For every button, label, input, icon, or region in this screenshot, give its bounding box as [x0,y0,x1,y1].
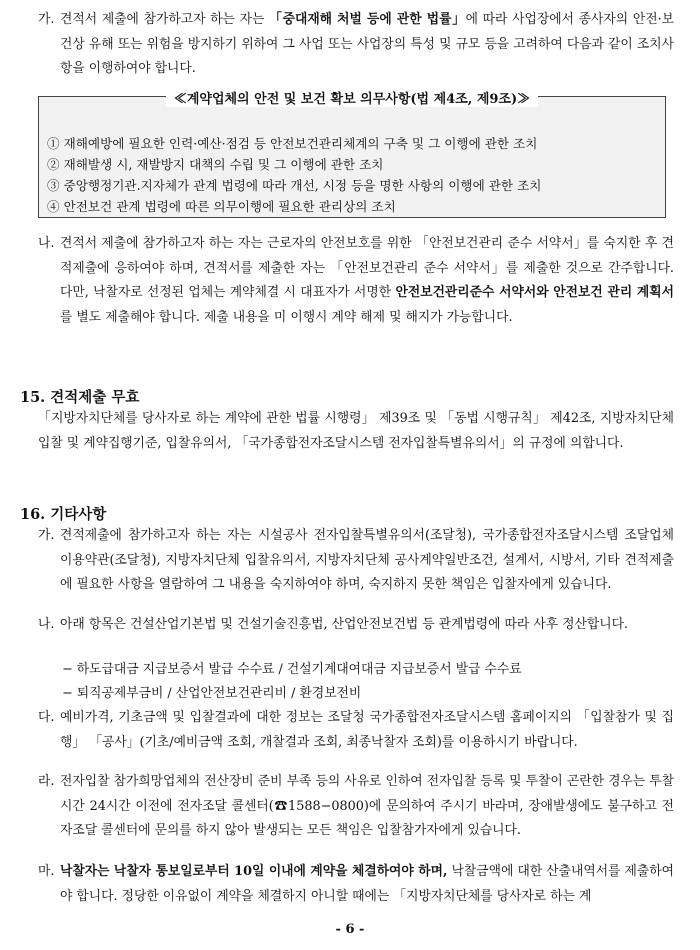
item-ga [38,8,674,82]
item-marker: 나. [38,236,55,251]
duty-box-title: ≪계약업체의 안전 및 보건 확보 의무사항(법 제4조, 제9조)≫ [39,88,665,107]
duty-box [38,92,666,218]
item-text: 견적서 제출에 참가하고자 하는 자는 「중대재해 처벌 등에 관한 법률」에 따라 사업장에서 종사자의 안전·보건상 유해 또는 위험을 방지하기 위하여 그 사업 또는 사업장의 특성 및 규모 등을 고려하여 다음과 같이 조치사항을 이행하여야 합니다. [60,12,675,76]
item-text: 아래 항목은 건설산업기본법 및 건설기술진흥법, 산업안전보건법 등 관계법령에 따라 사후 정산합니다. [60,617,629,632]
item-text: 낙찰자는 낙찰자 통보일로부터 10일 이내에 계약을 체결하여야 하며, 낙찰금액에 대한 산출내역서를 제출하여야 합니다. 정당한 이유없이 계약을 체결하지 아니할 때에는 「지방자치단체를 당사자로 하는 계 [60,864,675,904]
sub-item: − 하도급대금 지급보증서 발급 수수료 / 건설기계대여대금 지급보증서 발급 수수료 [62,662,522,677]
section-15-title: 15. 견적제출 무효 [20,389,140,406]
item-text: 전자입찰 참가희망업체의 전산장비 준비 부족 등의 사유로 인하여 전자입찰 등록 및 투찰이 곤란한 경우는 투찰시간 24시간 이전에 전자조달 콜센터(☎1588−0800)에 문의하여 주시기 바라며, 장애발생에도 불구하고 전자조달 콜센터에 문의를 하지 않아 발생되는 모든 책임은 입찰참가자에게 있습니다. [60,774,674,838]
section-15-text: 「지방자치단체를 당사자로 하는 계약에 관한 법률 시행령」 제39조 및 「동법 시행규칙」 제42조, 지방자치단체 입찰 및 계약집행기준, 입찰유의서, 「국가종합전자조달시스템 전자입찰특별유의서」의 규정에 의합니다. [38,411,674,451]
item-text: 예비가격, 기초금액 및 입찰결과에 대한 정보는 조달청 국가종합전자조달시스템 홈페이지의 「입찰참가 및 집행」 「공사」(기초/예비금액 조회, 개찰결과 조회, 최종낙찰자 조회)를 이용하시기 바랍니다. [60,710,674,750]
sub-item: − 퇴직공제부금비 / 산업안전보건관리비 / 환경보전비 [62,686,362,701]
item-marker: 마. [38,864,55,879]
item-marker: 나. [38,617,55,632]
item-marker: 가. [38,528,55,543]
item-text: 견적제출에 참가하고자 하는 자는 시설공사 전자입찰특별유의서(조달청), 국가종합전자조달시스템 조달업체 이용약관(조달청), 지방자치단체 입찰유의서, 지방자치단체 공사계약일반조건, 설계서, 시방서, 기타 견적제출에 필요한 사항을 열람하여 그 내용을 숙지하여야 하며, 숙지하지 못한 책임은 입찰자에게 있습니다. [60,528,674,592]
section-16-title: 16. 기타사항 [20,506,107,523]
duty-item: ① 재해예방에 필요한 인력·예산·점검 등 안전보건관리체계의 구축 및 그 이행에 관한 조치 [47,136,538,151]
duty-item: ② 재해발생 시, 재발방지 대책의 수립 및 그 이행에 관한 조치 [47,157,384,172]
item-text: 견적서 제출에 참가하고자 하는 자는 근로자의 안전보호를 위한 「안전보건관리 준수 서약서」를 숙지한 후 견적제출에 응하여야 하며, 견적서를 제출한 자는 「안전보건관리 준수 서약서」를 제출한 것으로 간주합니다. 다만, 낙찰자로 선정된 업체는 계약체결 시 대표자가 서명한 안전보건관리준수 서약서와 안전보건 관리 계획서를 별도 제출해야 합니다. 제출 내용을 미 이행시 계약 해제 및 해지가 가능합니다. [60,236,674,325]
item-16-na [38,613,674,638]
duty-item: ③ 중앙행정기관.지자체가 관계 법령에 따라 개선, 시정 등을 명한 사항의 이행에 관한 조치 [47,178,542,193]
item-marker: 라. [38,774,55,789]
item-16-ra [38,770,674,844]
item-marker: 가. [38,12,55,27]
item-na [38,232,674,330]
page-number: - 6 - [335,922,365,937]
item-16-ma [38,860,674,909]
item-marker: 다. [38,710,55,725]
item-16-ga [38,524,674,598]
duty-item: ④ 안전보건 관계 법령에 따른 의무이행에 필요한 관리상의 조치 [47,199,396,214]
item-16-da [38,706,674,755]
duty-list [47,133,657,217]
